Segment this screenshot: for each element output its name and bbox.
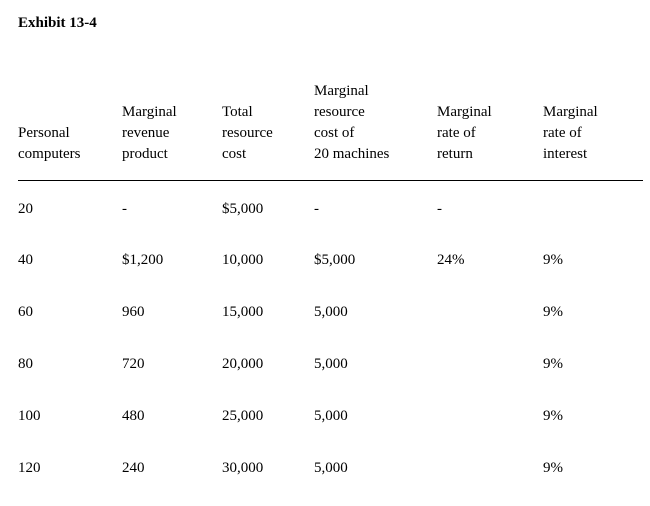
cell-total-resource-cost: 10,000 xyxy=(222,252,264,268)
cell-personal-computers: 100 xyxy=(18,408,41,424)
column-header-marginal-resource-cost xyxy=(314,81,389,165)
cell-marginal-resource-cost: 5,000 xyxy=(314,408,348,424)
cell-marginal-revenue-product: 960 xyxy=(122,304,145,320)
cell-marginal-revenue-product: 240 xyxy=(122,460,145,476)
header-divider xyxy=(18,180,643,181)
column-header-line: interest xyxy=(543,146,588,162)
column-header-marginal-rate-of-return xyxy=(437,102,492,165)
cell-personal-computers: 80 xyxy=(18,356,33,372)
column-header-marginal-revenue-product xyxy=(122,102,177,165)
column-header-line: revenue xyxy=(122,125,170,141)
cell-marginal-resource-cost: 5,000 xyxy=(314,304,348,320)
cell-total-resource-cost: 25,000 xyxy=(222,408,264,424)
cell-total-resource-cost: 30,000 xyxy=(222,460,264,476)
column-header-line: product xyxy=(122,146,168,162)
cell-marginal-rate-of-interest: 9% xyxy=(543,408,563,424)
cell-marginal-resource-cost: - xyxy=(314,201,319,217)
cell-marginal-resource-cost: 5,000 xyxy=(314,460,348,476)
column-header-line: return xyxy=(437,146,473,162)
column-header-line: 20 machines xyxy=(314,146,390,162)
column-header-line: cost of xyxy=(314,125,355,141)
column-header-line: Marginal xyxy=(122,104,177,120)
cell-marginal-rate-of-interest: 9% xyxy=(543,252,563,268)
cell-marginal-rate-of-interest: 9% xyxy=(543,460,563,476)
column-header-line: rate of xyxy=(543,125,582,141)
column-header-line: Marginal xyxy=(314,83,369,99)
column-header-line: resource xyxy=(222,125,273,141)
cell-personal-computers: 120 xyxy=(18,460,41,476)
column-header-marginal-rate-of-interest xyxy=(543,102,598,165)
column-header-line: Marginal xyxy=(437,104,492,120)
cell-marginal-resource-cost: $5,000 xyxy=(314,252,356,268)
cell-marginal-resource-cost: 5,000 xyxy=(314,356,348,372)
column-header-line: computers xyxy=(18,146,81,162)
cell-marginal-revenue-product: 720 xyxy=(122,356,145,372)
cell-marginal-rate-of-return: - xyxy=(437,201,442,217)
cell-marginal-revenue-product: - xyxy=(122,201,127,217)
column-header-line: Marginal xyxy=(543,104,598,120)
cell-marginal-revenue-product: $1,200 xyxy=(122,252,164,268)
column-header-line: Personal xyxy=(18,125,70,141)
column-header-personal-computers xyxy=(18,123,80,165)
cell-personal-computers: 60 xyxy=(18,304,33,320)
exhibit-title: Exhibit 13-4 xyxy=(18,15,97,31)
cell-personal-computers: 40 xyxy=(18,252,33,268)
cell-marginal-rate-of-interest: 9% xyxy=(543,304,563,320)
cell-personal-computers: 20 xyxy=(18,201,33,217)
column-header-line: Total xyxy=(222,104,253,120)
cell-total-resource-cost: $5,000 xyxy=(222,201,264,217)
cell-marginal-revenue-product: 480 xyxy=(122,408,145,424)
column-header-total-resource-cost xyxy=(222,102,273,165)
column-header-line: cost xyxy=(222,146,247,162)
cell-total-resource-cost: 20,000 xyxy=(222,356,264,372)
cell-marginal-rate-of-return: 24% xyxy=(437,252,465,268)
cell-total-resource-cost: 15,000 xyxy=(222,304,264,320)
column-header-line: rate of xyxy=(437,125,476,141)
cell-marginal-rate-of-interest: 9% xyxy=(543,356,563,372)
column-header-line: resource xyxy=(314,104,365,120)
